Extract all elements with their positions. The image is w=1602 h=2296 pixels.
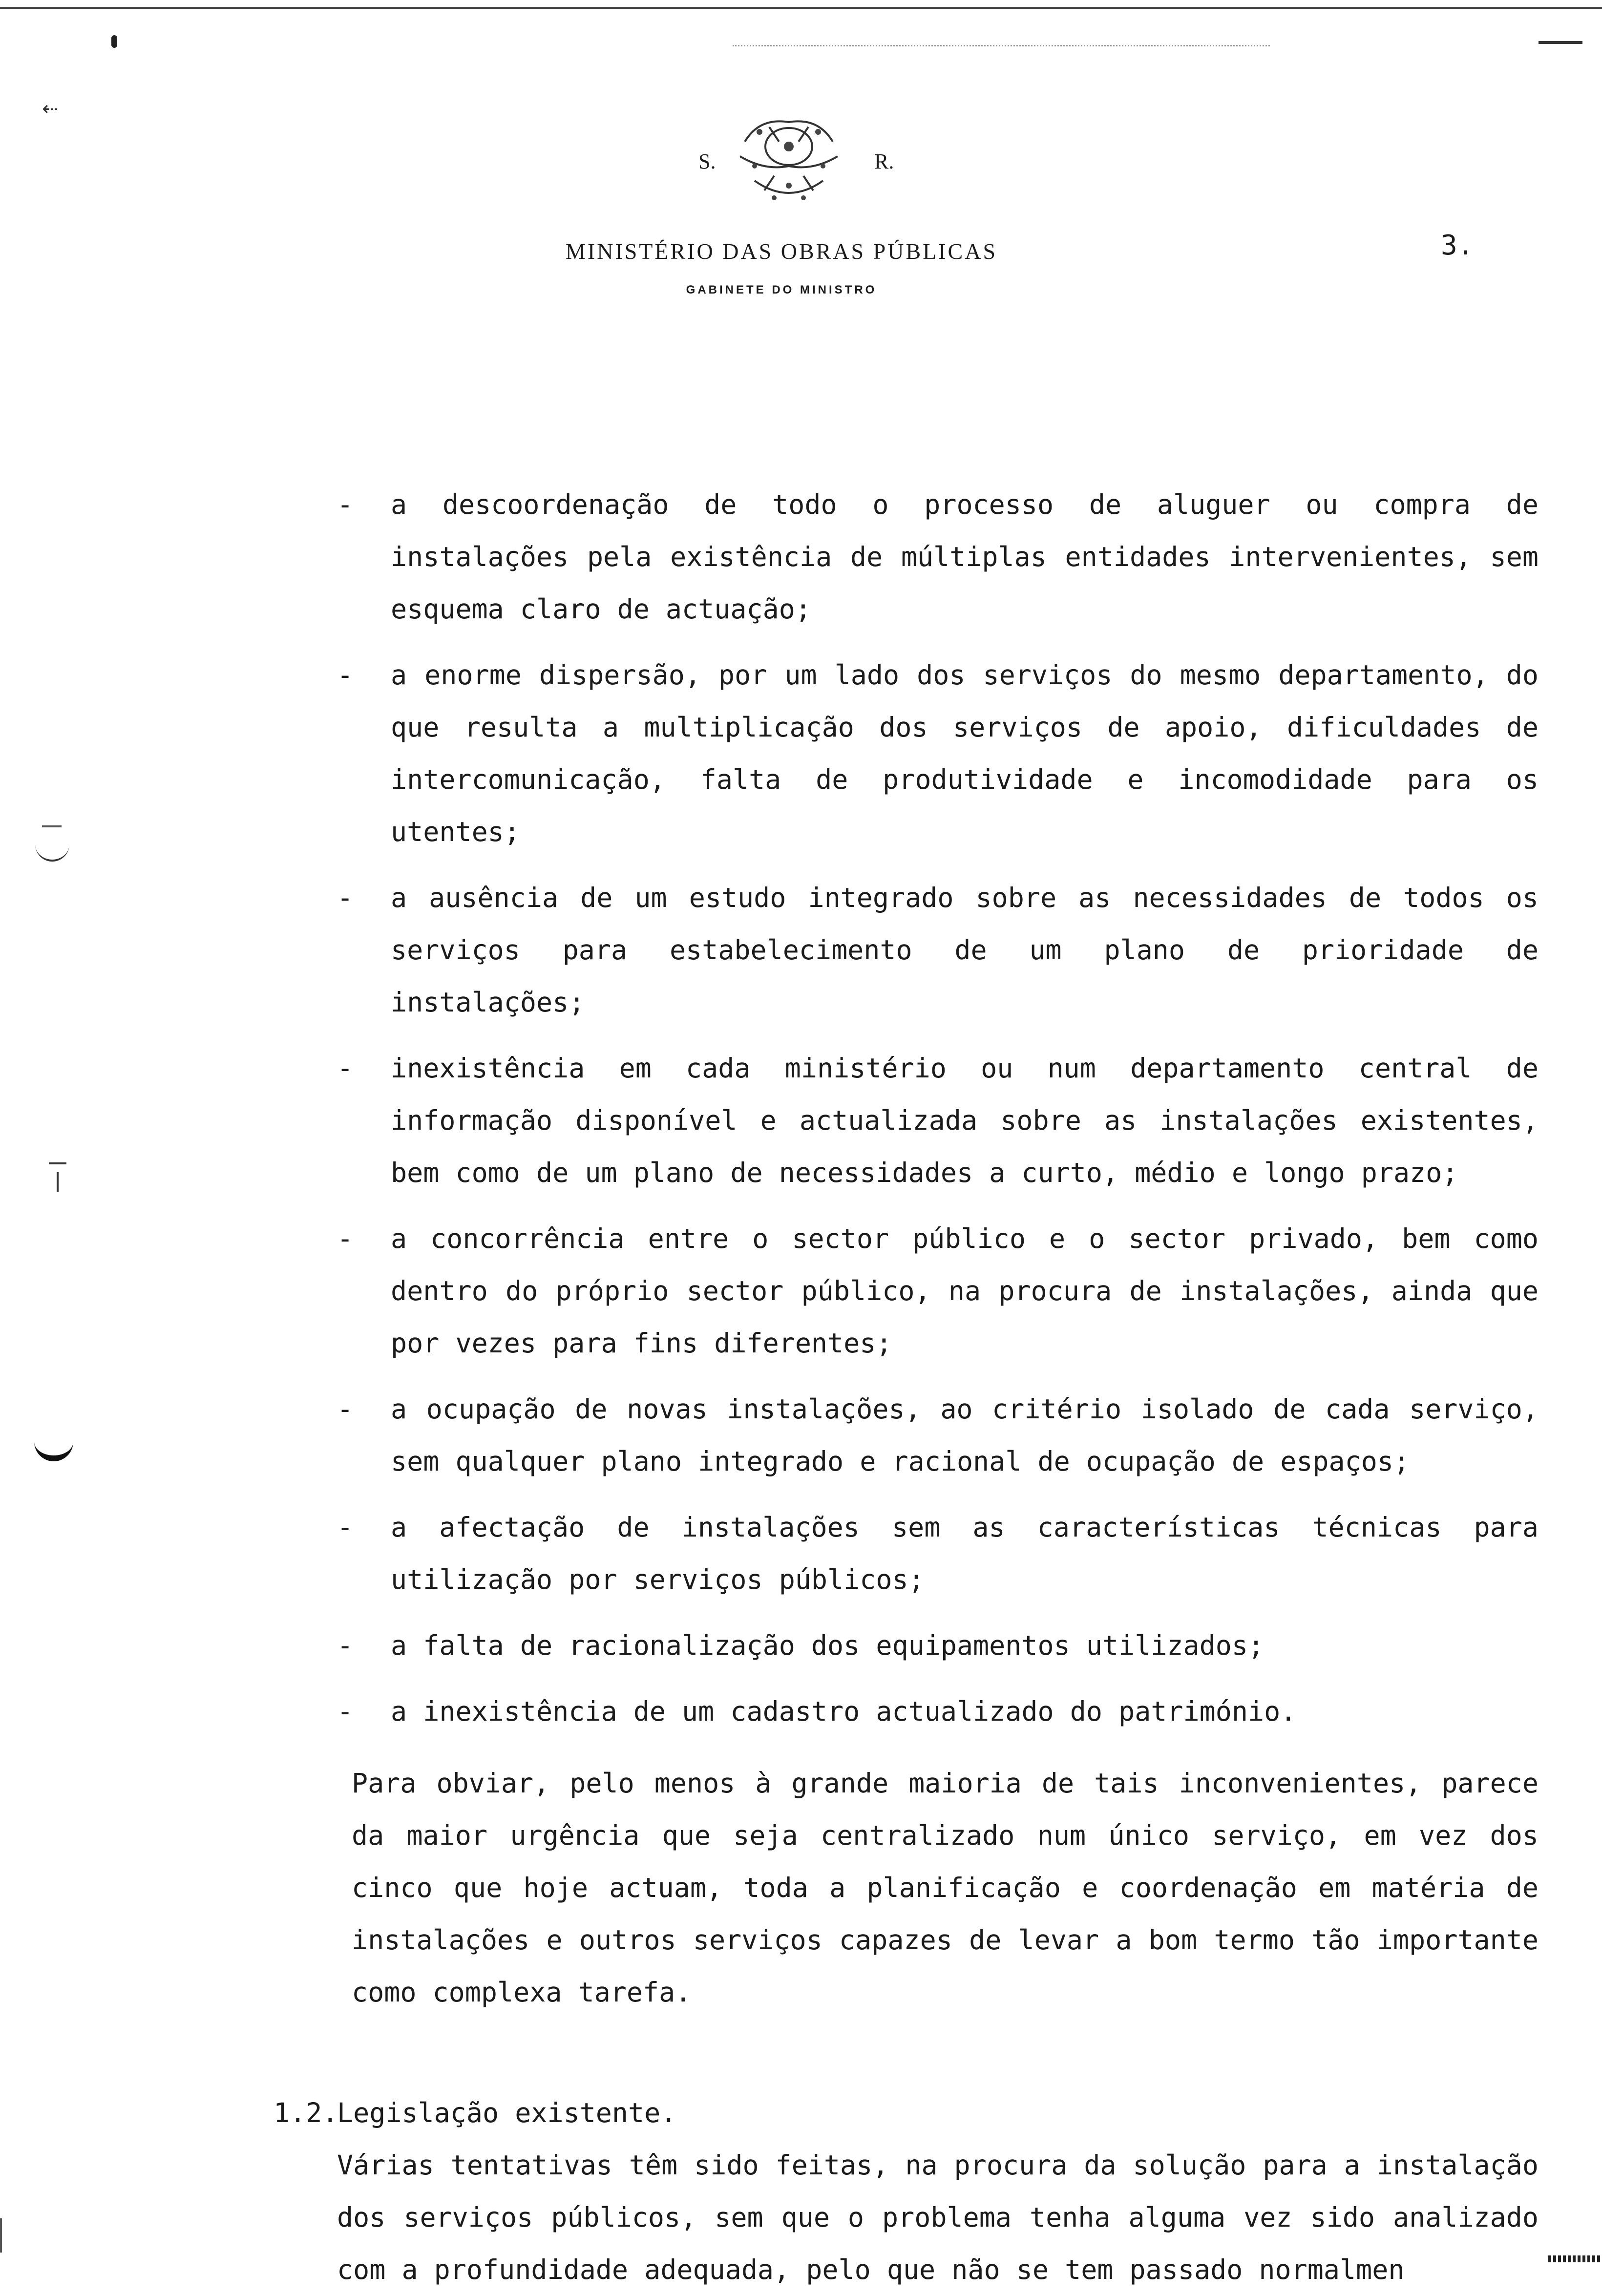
top-dotted-line [733, 45, 1270, 46]
list-item [337, 649, 1539, 858]
bullet-dash: - [337, 1630, 354, 1661]
margin-curve-mark [35, 825, 69, 862]
list-item-text: a falta de racionalização dos equipamentos utilizados; [391, 1630, 1265, 1661]
ministry-title: MINISTÉRIO DAS OBRAS PÚBLICAS [565, 239, 998, 264]
list-item-text: inexistência em cada ministério ou num departamento central de informação disponível e actualizada sobre as instalações existentes, bem como de um plano de necessidades a curto, médio e longo prazo; [391, 1053, 1539, 1188]
letterhead-left-letter: S. [698, 149, 716, 173]
list-item-text: a concorrência entre o sector público e o sector privado, bem como dentro do próprio sector público, na procura de instalações, ainda que por vezes para fins diferentes; [391, 1223, 1539, 1359]
list-item-text: a ausência de um estudo integrado sobre as necessidades de todos os serviços para estabelecimento de um plano de prioridade de instalações; [391, 882, 1539, 1018]
bullet-dash: - [337, 1512, 354, 1543]
list-item [337, 1213, 1539, 1369]
margin-mark: ⇠ [42, 98, 59, 120]
top-border-line [0, 7, 1602, 9]
section-heading [274, 2087, 1539, 2139]
list-item-text: a enorme dispersão, por um lado dos serviços do mesmo departamento, do que resulta a multiplicação dos serviços de apoio, dificuldades de intercomunicação, falta de produtividade e incomodidade para os utentes; [391, 659, 1539, 847]
bullet-dash: - [337, 882, 354, 913]
list-item [337, 1685, 1539, 1738]
margin-tick-mark [57, 1172, 59, 1192]
scan-artifact [0, 2218, 2, 2253]
bullet-dash: - [337, 1696, 354, 1727]
letterhead [537, 107, 1026, 210]
section-paragraph: Várias tentativas têm sido feitas, na procura da solução para a instalação dos serviços públicos, sem que o problema tenha alguma vez sido analizado com a profundidade adequada, pelo que não se tem passado normalmen [337, 2149, 1539, 2285]
bullet-dash: - [337, 659, 354, 691]
scan-artifact [1548, 2255, 1602, 2262]
list-item [337, 1042, 1539, 1199]
bullet-dash: - [337, 1393, 354, 1425]
list-item [337, 1501, 1539, 1606]
margin-dash-mark [42, 825, 62, 827]
list-item-text: a ocupação de novas instalações, ao critério isolado de cada serviço, sem qualquer plano integrado e racional de ocupação de espaços; [391, 1393, 1539, 1477]
margin-dash-mark [49, 1162, 66, 1164]
margin-curve-mark [34, 1436, 73, 1461]
list-item-text: a inexistência de um cadastro actualizado do património. [391, 1696, 1297, 1727]
list-item-text: a afectação de instalações sem as características técnicas para utilização por serviços públicos; [391, 1512, 1539, 1595]
list-item [337, 872, 1539, 1029]
body-paragraph: Para obviar, pelo menos à grande maioria de tais inconvenientes, parece da maior urgência que seja centralizado num único serviço, em vez dos cinco que hoje actuam, toda a planificação e coordenação em matéria de instalações e outros serviços capazes de levar a bom termo tão importante como complexa tarefa. [352, 1768, 1539, 2008]
bullet-dash: - [337, 1223, 354, 1254]
bullet-dash: - [337, 489, 354, 520]
list-item [337, 1620, 1539, 1672]
section-title: Legislação existente. [337, 2097, 677, 2128]
punch-mark [111, 35, 117, 48]
bullet-dash: - [337, 1053, 354, 1084]
list-item-text: a descoordenação de todo o processo de aluguer ou compra de instalações pela existência de múltiplas entidades intervenientes, sem esquema claro de actuação; [391, 489, 1539, 625]
list-item [337, 1383, 1539, 1488]
page-number: 3. [1441, 230, 1474, 261]
document-body [274, 479, 1539, 2296]
letterhead-right-letter: R. [874, 149, 894, 173]
cabinet-subtitle: GABINETE DO MINISTRO [686, 283, 877, 296]
corner-mark [1539, 41, 1582, 44]
coat-of-arms-icon [725, 112, 852, 210]
section-number: 1.2. [274, 2097, 338, 2128]
list-item [337, 479, 1539, 635]
